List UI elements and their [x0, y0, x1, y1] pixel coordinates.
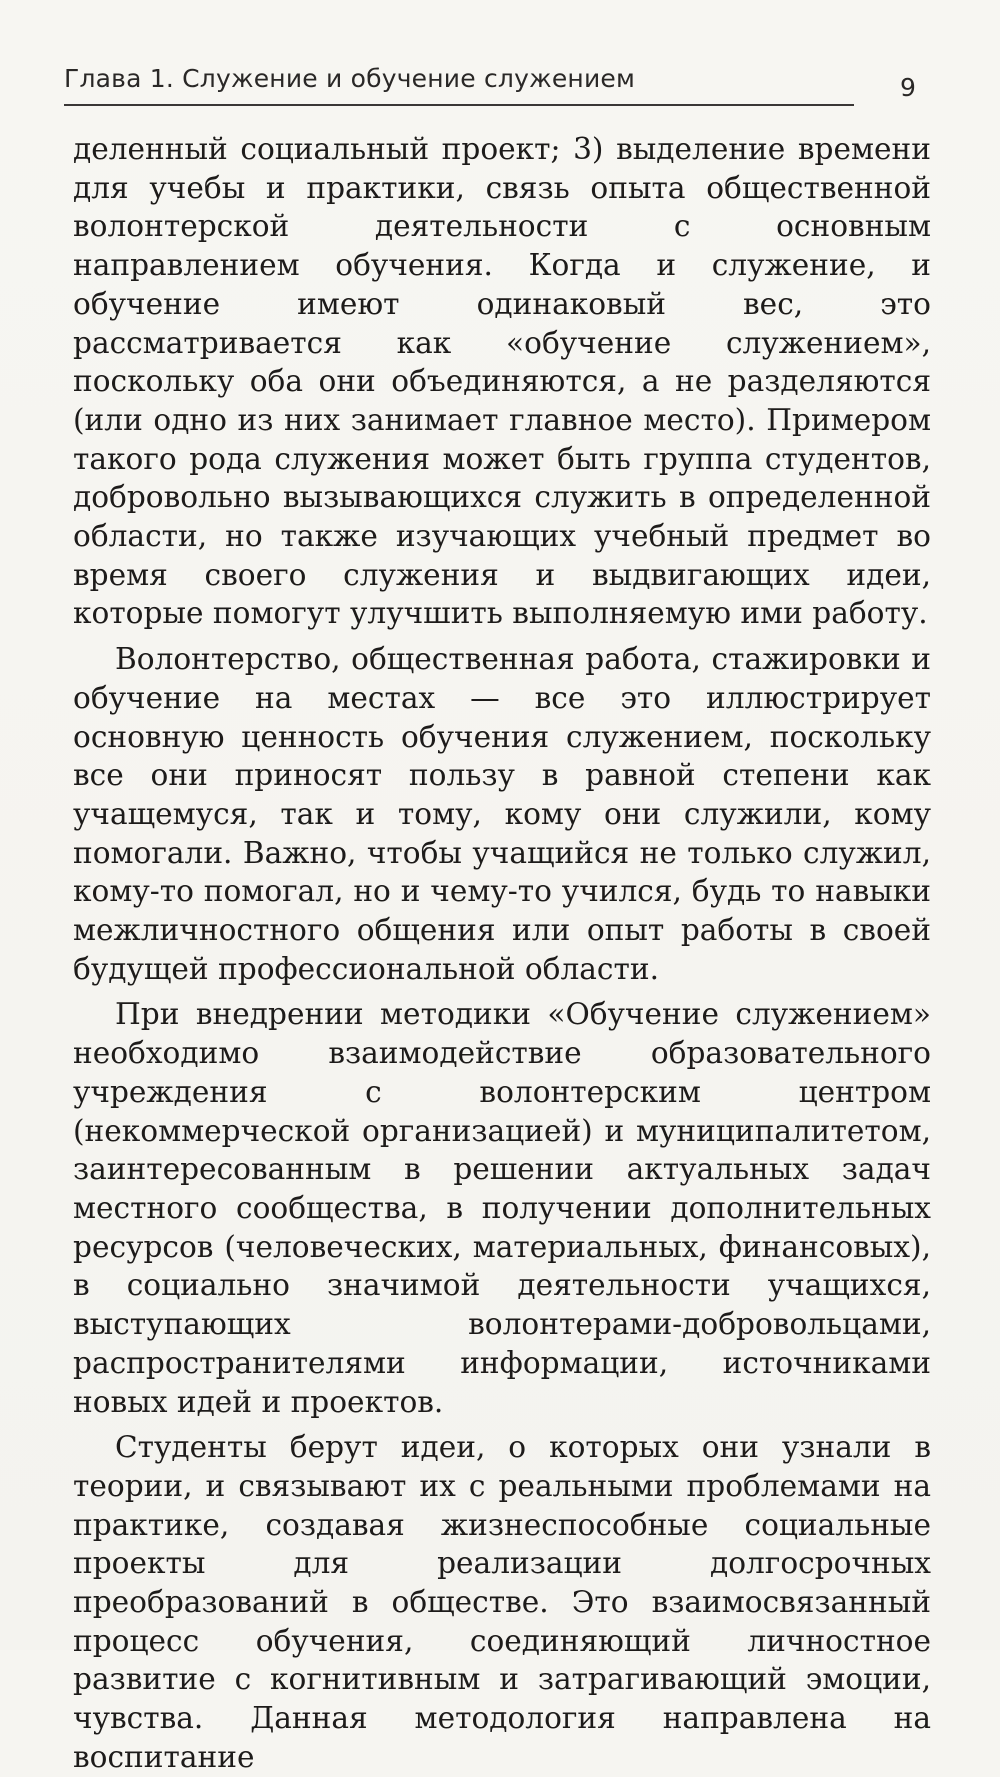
header-divider	[64, 104, 854, 106]
paragraph-continued: деленный социальный проект; 3) выделение времени для учебы и практики, связь опыта общественной волонтерской деятельности с основным направлением обучения. Когда и служение, и обучение имеют одинаковый вес, это рассматривается как «обучение служением», поскольку оба они объединяются, а не разделяются (или одно из них занимает главное место). Примером такого рода служения может быть группа студентов, добровольно вызывающихся служить в определенной области, но также изучающих учебный предмет во время своего служения и выдвигающих идеи, которые помогут улучшить выполняемую ими работу.	[73, 132, 931, 631]
paragraph: Студенты берут идеи, о которых они узнали в теории, и связывают их с реальными проблемами на практике, создавая жизнеспособные социальные проекты для реализации долгосрочных преобразований в обществе. Это взаимосвязанный процесс обучения, соединяющий личностное развитие с когнитивным и затрагивающий эмоции, чувства. Данная методология направлена на воспитание	[73, 1430, 931, 1774]
body-text	[73, 130, 931, 1777]
page-number: 9	[900, 73, 916, 102]
paragraph: При внедрении методики «Обучение служением» необходимо взаимодействие образовательного учреждения с волонтерским центром (некоммерческой организацией) и муниципалитетом, заинтересованным в решении актуальных задач местного сообщества, в получении дополнительных ресурсов (человеческих, материальных, финансовых), в социально значимой деятельности учащихся, выступающих волонтерами-добровольцами, распространителями информации, источниками новых идей и проектов.	[73, 997, 931, 1419]
running-head-title: Глава 1. Служение и обучение служением	[64, 64, 636, 93]
paragraph: Волонтерство, общественная работа, стажировки и обучение на местах — все это иллюстрирует основную ценность обучения служением, поскольку все они приносят пользу в равной степени как учащемуся, так и тому, кому они служили, кому помогали. Важно, чтобы учащийся не только служил, кому-то помогал, но и чему-то учился, будь то навыки межличностного общения или опыт работы в своей будущей профессиональной области.	[73, 642, 931, 986]
